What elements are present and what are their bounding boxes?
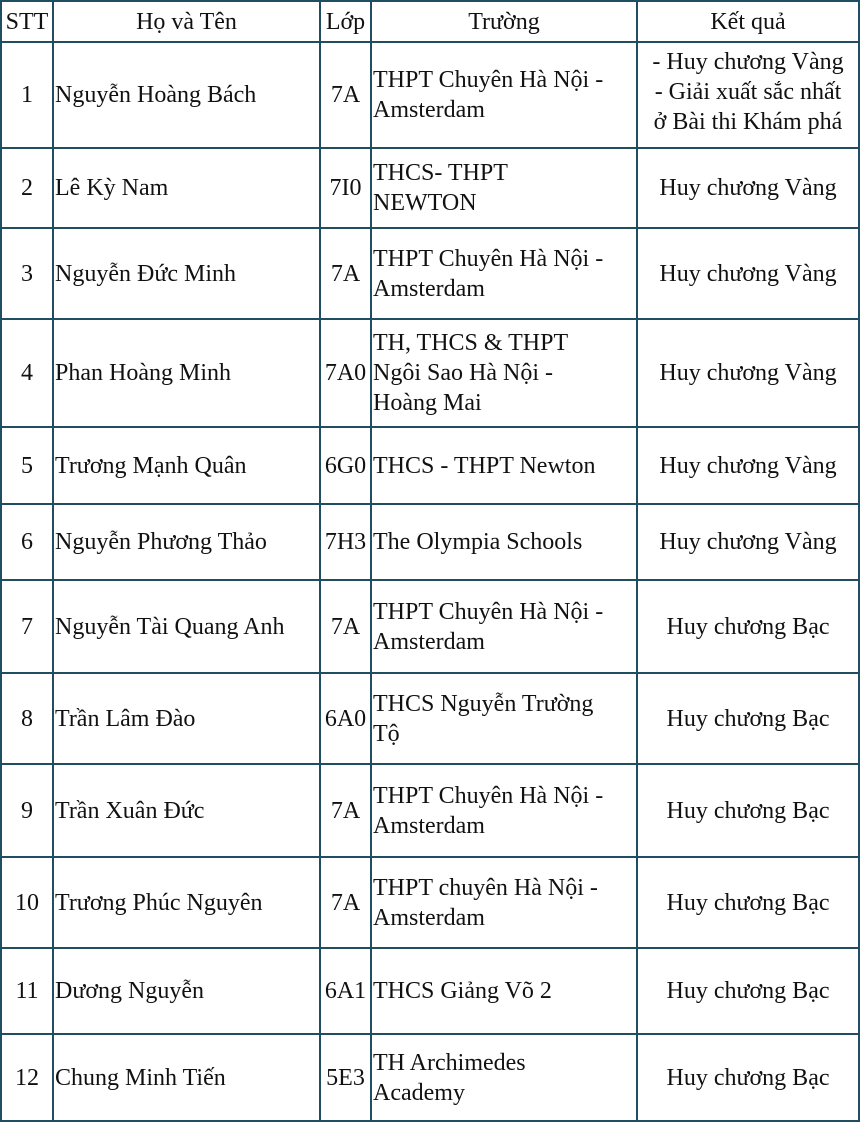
name-cell	[53, 228, 320, 319]
stt-cell	[1, 427, 53, 504]
name-cell-text: Nguyễn Phương Thảo	[55, 529, 267, 555]
header-name: Họ và Tên	[53, 1, 320, 42]
class-cell	[320, 857, 371, 948]
stt-cell	[1, 504, 53, 580]
class-cell-text: 7H3	[324, 529, 367, 555]
stt-cell-text: 8	[21, 705, 33, 732]
school-cell-text: THPT Chuyên Hà Nội - Amsterdam	[373, 245, 604, 302]
table-row	[1, 148, 859, 228]
result-cell	[637, 857, 859, 948]
school-cell	[371, 228, 637, 319]
result-cell-text: - Huy chương Vàng - Giải xuất sắc nhất ở Bài thi Khám phá	[652, 49, 844, 135]
school-cell-text: THPT Chuyên Hà Nội - Amsterdam	[373, 782, 604, 839]
name-cell	[53, 580, 320, 673]
result-cell-text: Huy chương Bạc	[666, 1064, 830, 1091]
name-cell-text: Chung Minh Tiến	[55, 1064, 226, 1091]
school-cell	[371, 148, 637, 228]
stt-cell-text: 1	[21, 82, 33, 108]
class-cell-text: 6G0	[324, 452, 367, 479]
class-cell	[320, 1034, 371, 1121]
name-cell-text: Phan Hoàng Minh	[55, 360, 231, 386]
class-cell	[320, 319, 371, 427]
name-cell-text: Nguyễn Đức Minh	[55, 260, 236, 287]
name-cell-text: Trần Lâm Đào	[55, 705, 196, 732]
table-row	[1, 504, 859, 580]
result-cell	[637, 42, 859, 148]
name-cell	[53, 504, 320, 580]
result-cell	[637, 504, 859, 580]
class-cell	[320, 673, 371, 764]
result-cell	[637, 580, 859, 673]
name-cell-text: Dương Nguyễn	[55, 978, 205, 1004]
name-cell	[53, 948, 320, 1034]
result-cell-text: Huy chương Bạc	[666, 889, 830, 916]
school-cell-text: The Olympia Schools	[373, 529, 583, 555]
result-cell-text: Huy chương Bạc	[666, 797, 830, 824]
name-cell	[53, 673, 320, 764]
name-cell	[53, 427, 320, 504]
table-row	[1, 948, 859, 1034]
class-cell	[320, 228, 371, 319]
name-cell-text: Trương Phúc Nguyên	[55, 889, 263, 916]
class-cell-text: 6A1	[324, 978, 367, 1004]
school-cell-text: THPT chuyên Hà Nội - Amsterdam	[373, 874, 598, 931]
table-row	[1, 1034, 859, 1121]
school-cell	[371, 673, 637, 764]
class-cell-text: 7A	[330, 889, 361, 916]
name-cell-text: Nguyễn Hoàng Bách	[55, 82, 257, 108]
result-cell	[637, 764, 859, 857]
name-cell-text: Lê Kỳ Nam	[55, 175, 169, 201]
class-cell-text: 7A	[330, 797, 361, 824]
name-cell-text: Trương Mạnh Quân	[55, 452, 247, 479]
result-cell	[637, 148, 859, 228]
class-cell	[320, 427, 371, 504]
result-cell-text: Huy chương Vàng	[659, 452, 837, 479]
school-cell	[371, 427, 637, 504]
result-cell-text: Huy chương Vàng	[659, 360, 837, 386]
result-cell-text: Huy chương Bạc	[666, 978, 830, 1004]
result-cell-text: Huy chương Vàng	[659, 175, 837, 201]
header-stt: STT	[1, 1, 53, 42]
stt-cell	[1, 580, 53, 673]
table-row	[1, 857, 859, 948]
stt-cell	[1, 148, 53, 228]
stt-cell	[1, 764, 53, 857]
result-cell-text: Huy chương Bạc	[666, 705, 830, 732]
class-cell-text: 7A	[330, 260, 361, 287]
stt-cell-text: 10	[15, 889, 39, 916]
school-cell-text: THPT Chuyên Hà Nội - Amsterdam	[373, 67, 604, 123]
header-class: Lớp	[320, 1, 371, 42]
school-cell	[371, 764, 637, 857]
class-cell-text: 5E3	[326, 1064, 365, 1091]
school-cell	[371, 948, 637, 1034]
table-row	[1, 580, 859, 673]
result-cell-text: Huy chương Bạc	[666, 613, 830, 640]
header-school: Trường	[371, 1, 637, 42]
school-cell	[371, 857, 637, 948]
class-cell	[320, 764, 371, 857]
name-cell	[53, 857, 320, 948]
table-row	[1, 673, 859, 764]
school-cell-text: THCS Giảng Võ 2	[373, 978, 552, 1004]
name-cell	[53, 42, 320, 148]
stt-cell	[1, 228, 53, 319]
name-cell	[53, 764, 320, 857]
class-cell-text: 6A0	[324, 705, 367, 732]
school-cell	[371, 1034, 637, 1121]
result-cell	[637, 427, 859, 504]
result-cell	[637, 319, 859, 427]
school-cell	[371, 319, 637, 427]
table-row	[1, 228, 859, 319]
name-cell	[53, 148, 320, 228]
stt-cell	[1, 319, 53, 427]
name-cell	[53, 319, 320, 427]
table-row	[1, 427, 859, 504]
school-cell-text: THPT Chuyên Hà Nội - Amsterdam	[373, 598, 604, 655]
stt-cell	[1, 673, 53, 764]
class-cell	[320, 42, 371, 148]
school-cell	[371, 42, 637, 148]
stt-cell-text: 12	[15, 1064, 39, 1091]
name-cell-text: Nguyễn Tài Quang Anh	[55, 613, 285, 640]
table-row	[1, 319, 859, 427]
school-cell-text: TH Archimedes Academy	[373, 1049, 526, 1106]
class-cell-text: 7A	[330, 613, 361, 640]
stt-cell-text: 5	[21, 452, 33, 479]
stt-cell-text: 2	[21, 175, 33, 201]
result-cell	[637, 673, 859, 764]
school-cell-text: THCS - THPT Newton	[373, 452, 596, 479]
stt-cell-text: 11	[15, 978, 39, 1004]
stt-cell-text: 4	[21, 360, 33, 386]
school-cell-text: TH, THCS & THPT Ngôi Sao Hà Nội - Hoàng Mai	[373, 330, 569, 416]
table-row	[1, 764, 859, 857]
class-cell-text: 7A0	[324, 360, 367, 386]
class-cell	[320, 580, 371, 673]
school-cell-text: THCS- THPT NEWTON	[373, 160, 508, 216]
class-cell	[320, 504, 371, 580]
class-cell-text: 7A	[330, 82, 361, 108]
header-row	[1, 1, 859, 42]
table-row	[1, 42, 859, 148]
name-cell-text: Trần Xuân Đức	[55, 797, 205, 824]
header-result: Kết quả	[637, 1, 859, 42]
stt-cell	[1, 948, 53, 1034]
stt-cell	[1, 1034, 53, 1121]
class-cell-text: 7I0	[329, 175, 362, 201]
class-cell	[320, 948, 371, 1034]
stt-cell-text: 9	[21, 797, 33, 824]
result-cell-text: Huy chương Vàng	[659, 529, 837, 555]
table-body	[1, 42, 859, 1121]
stt-cell-text: 6	[21, 529, 33, 555]
result-cell	[637, 1034, 859, 1121]
result-cell-text: Huy chương Vàng	[659, 260, 837, 287]
class-cell	[320, 148, 371, 228]
school-cell	[371, 580, 637, 673]
result-cell	[637, 948, 859, 1034]
name-cell	[53, 1034, 320, 1121]
school-cell	[371, 504, 637, 580]
stt-cell	[1, 857, 53, 948]
stt-cell-text: 3	[21, 260, 33, 287]
school-cell-text: THCS Nguyễn Trường Tộ	[373, 690, 594, 747]
result-cell	[637, 228, 859, 319]
stt-cell	[1, 42, 53, 148]
stt-cell-text: 7	[21, 613, 33, 640]
